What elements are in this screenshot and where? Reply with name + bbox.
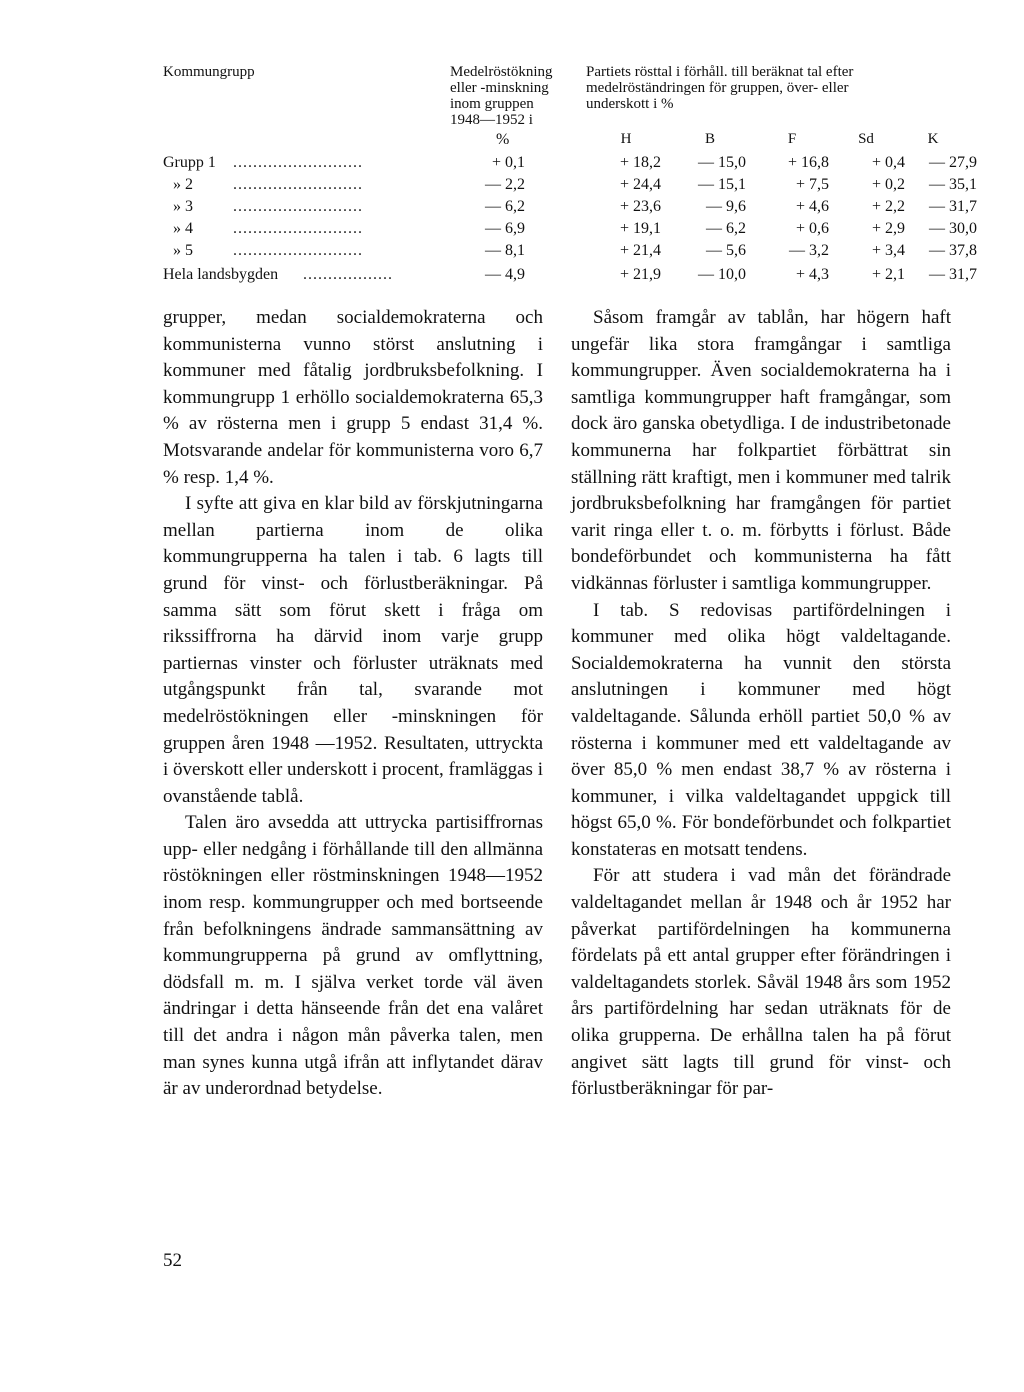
page-number: 52 bbox=[163, 1250, 182, 1271]
row-label: » 4 bbox=[173, 220, 193, 237]
header-line: underskott i % bbox=[586, 96, 674, 112]
cell-f: + 7,5 bbox=[795, 176, 829, 193]
cell-sd: + 2,2 bbox=[871, 198, 905, 215]
cell-medel: — 8,1 bbox=[485, 242, 525, 259]
column-header-f: F bbox=[787, 131, 797, 147]
cell-medel: — 4,9 bbox=[485, 266, 525, 283]
table-row bbox=[163, 220, 977, 242]
column-header-sd: Sd bbox=[858, 131, 874, 147]
paragraph: I syfte att giva en klar bild av förskjutningarna mellan partierna inom de olika kommungrupperna ha talen i tab. 6 lagts till grund för vinst- och förlustberäkningar. På samma sätt som förut skett i fråga om rikssiffrorna ha därvid inom varje grupp partiernas vinster och förluster uträknats med utgångspunkt från tal, svarande mot medelröstökningen eller -minskningen för gruppen åren 1948 —1952. Resultaten, uttryckta i överskott eller underskott i procent, framläggas i ovanstående tablå. bbox=[163, 493, 543, 807]
table-header-percent: % bbox=[496, 131, 510, 148]
table-row-total bbox=[163, 266, 977, 288]
header-line: inom gruppen bbox=[450, 96, 534, 112]
right-text-column bbox=[571, 305, 951, 1103]
header-line: 1948—1952 i bbox=[450, 112, 533, 128]
column-header-h: H bbox=[620, 131, 632, 147]
leader-dots: .......................... bbox=[233, 176, 363, 193]
cell-sd: + 2,1 bbox=[871, 266, 905, 283]
leader-dots: .......................... bbox=[233, 242, 363, 259]
cell-medel: — 6,9 bbox=[485, 220, 525, 237]
cell-h: + 23,6 bbox=[619, 198, 661, 215]
header-line: Medelröstökning bbox=[450, 64, 553, 80]
cell-sd: + 0,2 bbox=[871, 176, 905, 193]
cell-k: — 30,0 bbox=[929, 220, 977, 237]
paragraph: Talen äro avsedda att uttrycka partisiffrornas upp- eller nedgång i förhållande till den allmänna röstökningen eller röstminskningen 1948—1952 inom resp. kommungrupper och med bortseende från befolkningens ändrade sammansättning av kommungrupperna på grund av omflyttning, dödsfall m. m. I själva verket torde väl även ändringar i detta hänseende från det ena valåret till det andra i någon mån påverka talen, men man synes kunna utgå ifrån att inflytandet därav är av underordnad betydelse. bbox=[163, 812, 543, 1100]
cell-k: — 31,7 bbox=[929, 266, 977, 283]
cell-k: — 31,7 bbox=[929, 198, 977, 215]
cell-k: — 37,8 bbox=[929, 242, 977, 259]
table-header-medelrostokning bbox=[450, 64, 580, 128]
cell-b: — 5,6 bbox=[706, 242, 746, 259]
table-row bbox=[163, 154, 977, 176]
left-text-column bbox=[163, 305, 543, 1103]
table-header-partiets-rosttal bbox=[586, 64, 966, 112]
cell-h: + 21,4 bbox=[619, 242, 661, 259]
cell-medel: + 0,1 bbox=[491, 154, 525, 171]
cell-k: — 35,1 bbox=[929, 176, 977, 193]
column-header-k: K bbox=[927, 131, 939, 147]
cell-k: — 27,9 bbox=[929, 154, 977, 171]
cell-b: — 9,6 bbox=[706, 198, 746, 215]
cell-b: — 15,1 bbox=[698, 176, 746, 193]
cell-b: — 6,2 bbox=[706, 220, 746, 237]
table-row bbox=[163, 198, 977, 220]
cell-f: + 0,6 bbox=[795, 220, 829, 237]
paragraph: Såsom framgår av tablån, har högern haft ungefär lika stora framgångar i samtliga kommungrupper. Även socialdemokraterna ha i samtliga kommungrupper haft framgångar, som dock äro ganska obetydliga. I de industribetonade kommunerna har folkpartiet förbättrat sin ställning rätt kraftigt, men i kommuner med talrik jordbruksbefolkning har framgången för partiet varit ringa eller t. o. m. förbytts i förlust. Både bondeförbundet och kommunisterna ha fått vidkännas förluster i samtliga kommungrupper. bbox=[571, 307, 951, 594]
row-label: » 5 bbox=[173, 242, 193, 259]
cell-sd: + 2,9 bbox=[871, 220, 905, 237]
cell-f: + 4,3 bbox=[795, 266, 829, 283]
row-label: Grupp 1 bbox=[163, 154, 216, 171]
cell-h: + 24,4 bbox=[619, 176, 661, 193]
paragraph: grupper, medan socialdemokraterna och kommunisterna vunno störst anslutning i kommuner med fåtalig jordbruksbefolkning. I kommungrupp 1 erhöllo socialdemokraterna 65,3 % av rösterna men i grupp 5 endast 31,4 %. Motsvarande andelar för kommunisterna voro 6,7 % resp. 1,4 %. bbox=[163, 307, 543, 488]
cell-sd: + 3,4 bbox=[871, 242, 905, 259]
leader-dots: .......................... bbox=[233, 198, 363, 215]
paragraph: För att studera i vad mån det förändrade valdeltagandet mellan år 1948 och år 1952 har påverkat partifördelningen ha kommunerna fördelats på ett antal grupper efter förändringen i valdeltagandets storlek. Såväl 1948 års som 1952 års partifördelning har sedan uträknats för de olika grupperna. De erhållna talen ha på förut angivet sätt lagts till grund för vinst- och förlustberäkningar för par- bbox=[571, 865, 951, 1100]
cell-f: + 16,8 bbox=[787, 154, 829, 171]
row-label: » 3 bbox=[173, 198, 193, 215]
table-row bbox=[163, 176, 977, 198]
paragraph: I tab. S redovisas partifördelningen i kommuner med olika högt valdeltagande. Socialdemokraterna ha vunnit den största anslutningen i kommuner med högt valdeltagande. Sålunda erhöll partiet 50,0 % av rösterna i kommuner med ett valdeltagande av över 85,0 % men endast 38,7 % av rösterna i kommuner, i vilka valdeltagandet uppgick till högst 65,0 %. För bondeförbundet och folkpartiet konstateras en motsatt tendens. bbox=[571, 599, 951, 860]
leader-dots: .......................... bbox=[233, 154, 363, 171]
row-label: Hela landsbygden bbox=[163, 266, 279, 283]
header-line: medelröständringen för gruppen, över- eller bbox=[586, 80, 849, 96]
table-row bbox=[163, 242, 977, 264]
header-line: eller -minskning bbox=[450, 80, 549, 96]
cell-b: — 15,0 bbox=[698, 154, 746, 171]
cell-b: — 10,0 bbox=[698, 266, 746, 283]
cell-medel: — 2,2 bbox=[485, 176, 525, 193]
cell-h: + 21,9 bbox=[619, 266, 661, 283]
table-header-kommungrupp: Kommungrupp bbox=[163, 64, 255, 80]
header-line: Partiets rösttal i förhåll. till beräknat tal efter bbox=[586, 64, 854, 80]
leader-dots: .......................... bbox=[233, 220, 363, 237]
cell-h: + 18,2 bbox=[619, 154, 661, 171]
column-header-b: B bbox=[704, 131, 715, 147]
row-label: » 2 bbox=[173, 176, 193, 193]
cell-medel: — 6,2 bbox=[485, 198, 525, 215]
leader-dots: .................. bbox=[303, 266, 393, 283]
cell-sd: + 0,4 bbox=[871, 154, 905, 171]
cell-h: + 19,1 bbox=[619, 220, 661, 237]
cell-f: — 3,2 bbox=[789, 242, 829, 259]
cell-f: + 4,6 bbox=[795, 198, 829, 215]
